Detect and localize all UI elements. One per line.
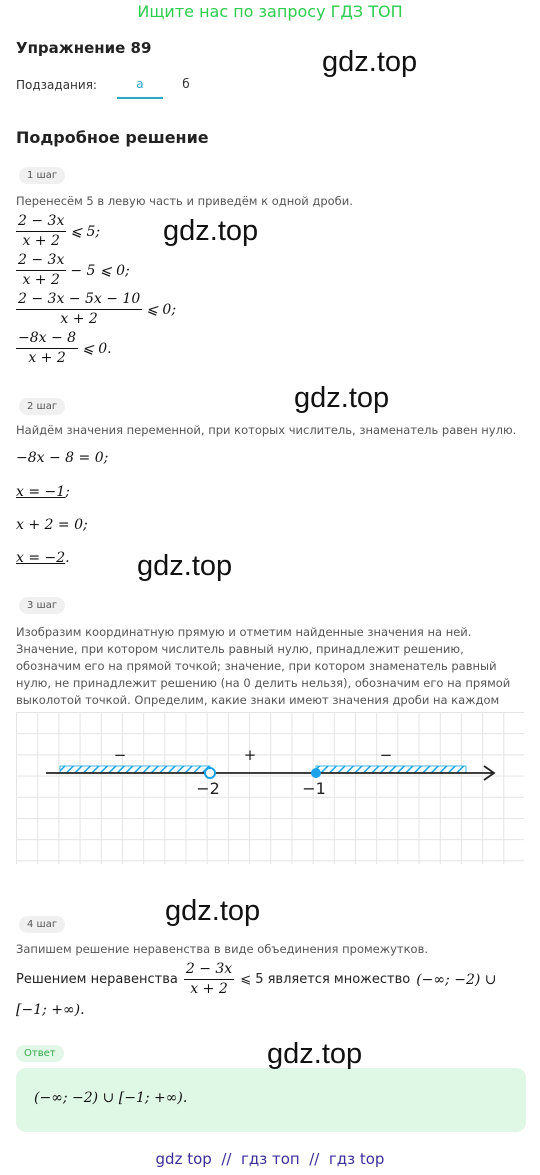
watermark: gdz.top xyxy=(137,550,233,582)
answer-value: (−∞; −2) ∪ [−1; +∞). xyxy=(34,1090,188,1106)
subtasks-bar xyxy=(16,77,209,99)
step-3-badge: 3 шаг xyxy=(19,597,65,614)
section-title: Подробное решение xyxy=(16,128,209,147)
point-label-open: −2 xyxy=(196,779,220,798)
step-2-badge: 2 шаг xyxy=(19,398,65,415)
fraction: $\frac{-8x - 8}{x + 2}$ xyxy=(18,330,77,366)
hatch-region-left xyxy=(60,766,210,773)
fraction: $\frac{2 - 3x - 5x - 10}{x + 2}$ xyxy=(18,291,141,327)
interval-sign-left: − xyxy=(113,746,127,764)
point-label-filled: −1 xyxy=(302,779,326,798)
step-1-badge: 1 шаг xyxy=(19,167,65,184)
step-1-text: Перенесём 5 в левую часть и приведём к одной дроби. xyxy=(16,194,353,208)
watermark: gdz.top xyxy=(267,1038,363,1070)
step-2-root2: x = −2. xyxy=(16,550,70,566)
watermark: gdz.top xyxy=(322,46,418,78)
subtasks-label: Подзадания: xyxy=(16,78,97,92)
footer-links[interactable]: gdz top // гдз топ // гдз top xyxy=(155,1150,385,1168)
page-title: Упражнение 89 xyxy=(16,39,152,57)
step-4-badge: 4 шаг xyxy=(19,916,65,933)
fraction: $\frac{2 - 3x}{x + 2}$ xyxy=(18,252,65,288)
step-4-text: Запишем решение неравенства в виде объединения промежутков. xyxy=(16,942,429,956)
search-banner: Ищите нас по запросу ГДЗ ТОП xyxy=(137,2,403,21)
step-1-math xyxy=(16,213,176,367)
step-2-root1: x = −1; xyxy=(16,484,70,500)
math-line: $\frac{2 - 3x - 5x - 10}{x + 2}$ ⩽ 0; xyxy=(18,291,177,327)
tab-subtask-b[interactable]: б xyxy=(182,77,190,91)
step-4-solution: Решением неравенства $\frac{2 - 3x}{x + 2}$ ⩽ 5 является множество (−∞; −2) ∪ xyxy=(16,961,497,997)
answer-badge: Ответ xyxy=(16,1045,64,1062)
hatch-region-right xyxy=(316,766,466,773)
interval-sign-right: − xyxy=(379,746,393,764)
watermark: gdz.top xyxy=(165,895,261,927)
step-3-text: Изобразим координатную прямую и отметим найденные значения на ней. Значение, при котором числитель равный нулю, принадлежит решению, обозначим его на прямой точкой; значение, при котором знаменатель равный нулю, не принадлежит решению (на 0 делить нельзя), обозначим его на прямой выколотой точкой. Определим, какие знаки имеют значения дроби на каждом xyxy=(16,625,511,707)
fraction: $\frac{2 - 3x}{x + 2}$ xyxy=(185,961,233,997)
watermark: gdz.top xyxy=(294,382,390,414)
point-filled xyxy=(311,768,321,778)
step-4-solution-end: [−1; +∞). xyxy=(16,1002,85,1018)
step-2-eq1: −8x − 8 = 0; xyxy=(16,450,109,466)
number-line-figure xyxy=(16,712,524,864)
step-2-text: Найдём значения переменной, при которых числитель, знаменатель равен нулю. xyxy=(16,423,517,437)
math-line: $\frac{-8x - 8}{x + 2}$ ⩽ 0. xyxy=(18,330,112,366)
interval-sign-middle: + xyxy=(243,746,257,764)
tab-subtask-a[interactable]: а xyxy=(117,77,163,99)
step-2-eq2: x + 2 = 0; xyxy=(16,517,88,533)
math-line: $\frac{2 - 3x}{x + 2}$ − 5 ⩽ 0; xyxy=(18,252,130,288)
fraction: $\frac{2 - 3x}{x + 2}$ xyxy=(18,213,65,249)
watermark: gdz.top xyxy=(163,215,259,247)
point-open xyxy=(205,768,215,778)
math-line: $\frac{2 - 3x}{x + 2}$ ⩽ 5; xyxy=(18,213,101,249)
